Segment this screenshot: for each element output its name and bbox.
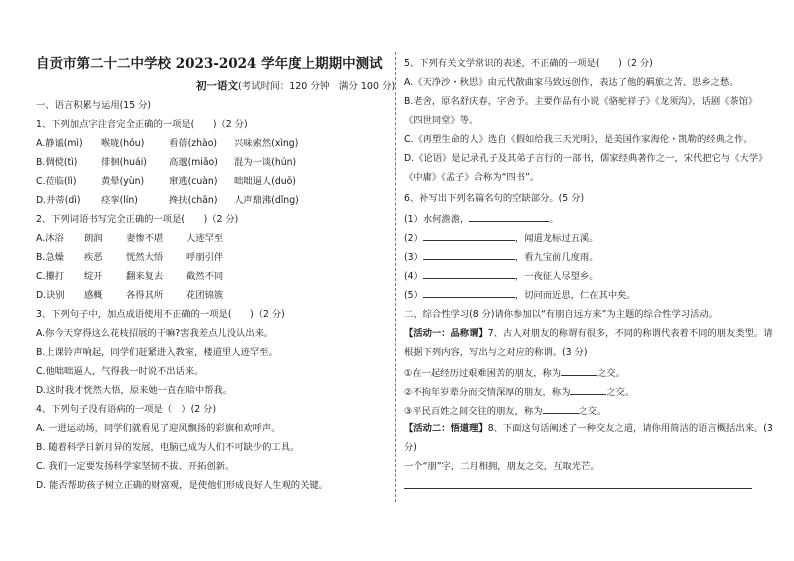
q7-answer-blank[interactable] <box>543 404 579 414</box>
q1-option-b: B.倜傥(tì) <box>36 157 78 168</box>
q7-item <box>404 385 634 399</box>
exam-subtitle <box>196 80 395 93</box>
q2-word: 恍然大悟 <box>126 252 164 263</box>
q6-item-number: (3） <box>404 252 423 263</box>
exam-meta: (考试时间：120 分钟 满分 100 分) <box>238 81 396 92</box>
subject-label: 初一语文 <box>196 80 238 92</box>
q2-word: 疾恶 <box>84 252 103 263</box>
q6-item-text: ，切问而近思，仁在其中矣。 <box>514 290 636 301</box>
q4-option-d: D. 能否帮助孩子树立正确的财富观，是使他们形成良好人生观的关键。 <box>36 480 328 491</box>
q5-option-b-cont: 《四世同堂》等。 <box>404 115 479 126</box>
q5-option-d-cont: 《中庸》《孟子》合称为“四书”。 <box>404 172 540 183</box>
q6-stem: 6、补写出下列名篇名句的空缺部分。(5 分) <box>404 193 585 204</box>
q1-word: 窜逃(cuàn) <box>169 176 218 187</box>
q1-stem: 1、下列加点字注音完全正确的一项是( )（2 分) <box>36 119 248 130</box>
q3-option-d: D.这时我才恍然大悟，原来她一直在暗中帮我。 <box>36 385 233 396</box>
q5-option-b: B.老舍，原名舒庆春，字舍予。主要作品有小说《骆驼祥子》《龙须沟》，话剧《茶馆》 <box>404 96 758 107</box>
activity-1-label: 【活动一：品称谓】 <box>404 328 488 339</box>
q6-answer-blank[interactable] <box>423 288 515 298</box>
q7-item-text: ②不拘年岁辈分而交情深厚的朋友，称为 <box>404 387 571 398</box>
q3-option-b: B.上课铃声响起，同学们赶紧进入教室，楼道里人迹罕至。 <box>36 347 278 358</box>
q1-word: 看蓓(zhào) <box>169 138 218 149</box>
activity-2 <box>404 423 773 435</box>
q1-word: 兴味索然(xìng) <box>234 138 299 149</box>
q6-item-text: ，一夜征人尽望乡。 <box>514 271 599 282</box>
q1-word: 高邈(miǎo) <box>169 157 218 168</box>
q3-stem: 3、下列句子中，加点成语使用不正确的一项是( )（2 分) <box>36 309 285 320</box>
q2-word: 呼朋引伴 <box>186 252 224 263</box>
q4-option-c: C. 我们一定要发扬科学家坚韧不拔、开拓创新。 <box>36 461 235 472</box>
section-2-heading: 二、综合性学习(8 分)请你参加以“有朋自远方来”为主题的综合性学习活动。 <box>404 309 718 320</box>
q6-item <box>404 269 599 283</box>
activity-2-text-cont: 分) <box>404 442 417 453</box>
q7-answer-blank[interactable] <box>570 385 606 395</box>
q2-option-a: A.沐浴 <box>36 233 64 244</box>
q6-item-text: ，看九宝前几度雨。 <box>514 252 599 263</box>
q7-item-suffix: 之交。 <box>606 387 635 398</box>
q8-quote: 一个“朋”字，二月相拥，朋友之交，互取光芒。 <box>404 461 600 472</box>
q2-word: 截然不同 <box>186 271 224 282</box>
q5-stem: 5、下列有关文学常识的表述，不正确的一项是( )（2 分) <box>404 58 653 69</box>
q2-word: 绽开 <box>84 271 103 282</box>
q7-item-text: ③平民百姓之间交往的朋友，称为 <box>404 406 543 417</box>
q7-item-suffix: 之交。 <box>578 406 607 417</box>
q6-item <box>404 212 559 226</box>
q1-word: 咄咄逼人(duō) <box>234 176 296 187</box>
q8-answer-line[interactable] <box>404 488 752 489</box>
q1-word: 搀扶(chān) <box>169 195 218 206</box>
q6-item-text: ，闻道龙标过五溪。 <box>514 233 599 244</box>
q5-option-a: A.《天净沙・秋思》由元代散曲家马致远创作，表达了他的羁旅之苦、思乡之愁。 <box>404 77 739 88</box>
activity-2-label: 【活动二：悟道理】 <box>404 423 488 434</box>
activity-1-text-cont: 根据下列内容，写出与之对应的称谓。(3 分) <box>404 347 588 358</box>
q4-stem: 4、下列句子没有语病的一项是（ ）(2 分) <box>36 404 217 415</box>
q2-word: 妻惨不堪 <box>126 233 164 244</box>
q4-option-b: B. 随着科学日新月异的发展，电脑已成为人们不可缺少的工具。 <box>36 442 300 453</box>
activity-2-text: 8、下面这句话阐述了一种交友之道，请你用简洁的语言概括出来。(3 <box>487 423 773 434</box>
q1-word: 黄晕(yùn) <box>101 176 145 187</box>
q5-option-c: C.《再塑生命的人》选自《假如给我三天光明》，是美国作家海伦・凯勒的经典之作。 <box>404 134 753 145</box>
q6-answer-blank[interactable] <box>423 250 515 260</box>
q2-option-b: B.急燥 <box>36 252 64 263</box>
q2-word: 人迹罕至 <box>186 233 224 244</box>
q2-word: 翻来复去 <box>126 271 164 282</box>
q1-word: 混为一谈(hún) <box>234 157 297 168</box>
q2-word: 朗润 <box>84 233 103 244</box>
q3-option-c: C.他咄咄逼人，气得我一时说不出话来。 <box>36 366 204 377</box>
section-1-heading: 一、语言积累与运用(15 分) <box>36 100 152 111</box>
q6-answer-blank[interactable] <box>469 212 549 222</box>
q1-option-c: C.莅临(lì) <box>36 176 77 187</box>
q6-item-number: (5） <box>404 290 423 301</box>
q2-option-c: C.攥打 <box>36 271 65 282</box>
q1-word: 徘徊(huái) <box>101 157 147 168</box>
q6-item-number: (1）水何澹澹， <box>404 214 470 225</box>
q7-item <box>404 366 625 380</box>
q6-item <box>404 231 599 245</box>
q6-item-number: (4） <box>404 271 423 282</box>
q7-item-text: ①在一起经历过艰难困苦的朋友，称为 <box>404 368 562 379</box>
q7-answer-blank[interactable] <box>561 366 597 376</box>
exam-title: 自贡市第二十二中学校 2023-2024 学年度上期期中测试 <box>36 56 383 72</box>
q5-option-d: D.《论语》是记录孔子及其弟子言行的一部书，儒家经典著作之一，宋代把它与《大学》 <box>404 153 768 164</box>
q1-word: 痉挛(lín) <box>101 195 138 206</box>
q3-option-a: A.你今天穿得这么花枝招展的干嘛?害我差点儿没认出来。 <box>36 328 274 339</box>
q1-word: 喉咙(hóu) <box>101 138 145 149</box>
activity-1 <box>404 328 773 340</box>
q1-option-a: A.静谧(mì) <box>36 138 83 149</box>
q7-item-suffix: 之交。 <box>597 368 625 379</box>
q2-word: 花团锦簇 <box>186 290 224 301</box>
q6-item <box>404 288 636 302</box>
q1-word: 人声鼎沸(dǐng) <box>234 195 299 206</box>
q1-option-d: D.并蒂(dì) <box>36 195 81 206</box>
q7-item <box>404 404 606 418</box>
q6-item <box>404 250 599 264</box>
activity-1-text: 7、古人对朋友的称谓有很多，不同的称谓代表着不同的朋友类型。请 <box>487 328 773 339</box>
q6-answer-blank[interactable] <box>423 231 515 241</box>
q2-option-d: D.诀别 <box>36 290 65 301</box>
q6-item-number: (2） <box>404 233 423 244</box>
column-divider <box>395 52 396 502</box>
q6-item-text: 。 <box>549 214 559 225</box>
q2-stem: 2、下列词语书写完全正确的一项是( )（2 分) <box>36 214 239 225</box>
q4-option-a: A. 一进运动场，同学们就看见了迎风飘扬的彩旗和欢呼声。 <box>36 423 281 434</box>
q2-word: 各得其所 <box>126 290 164 301</box>
q6-answer-blank[interactable] <box>423 269 515 279</box>
q2-word: 感概 <box>84 290 103 301</box>
